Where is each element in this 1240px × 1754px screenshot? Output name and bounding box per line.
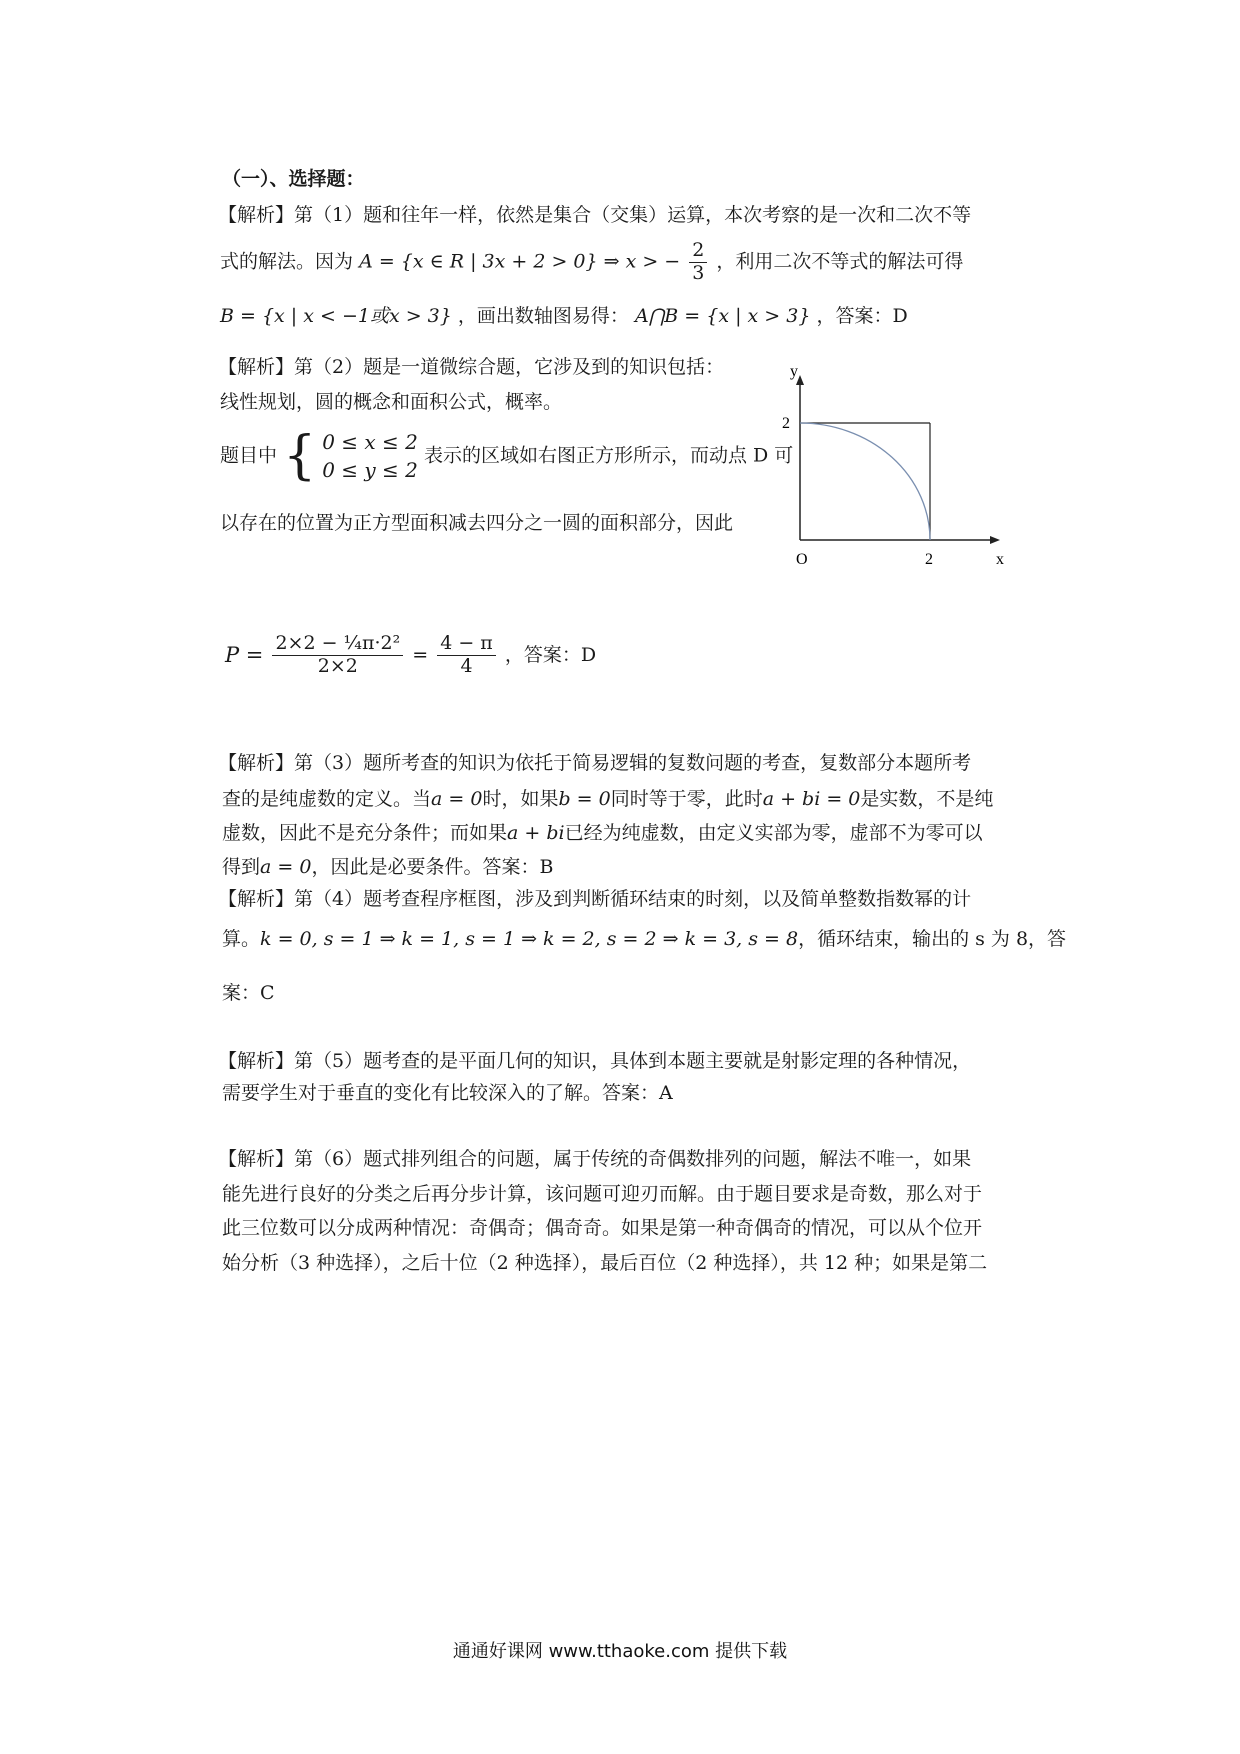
q2-system-row-1: 0 ≤ x ≤ 2 xyxy=(322,430,418,454)
q5-line-1: 【解析】第（5）题考查的是平面几何的知识，具体到本题主要就是射影定理的各种情况， xyxy=(218,1050,972,1072)
q3-line-2-d: 是实数，不是纯 xyxy=(860,788,994,810)
q2-system-row-2: 0 ≤ y ≤ 2 xyxy=(322,458,418,482)
q2-probability-formula xyxy=(225,633,596,678)
q1-line-2 xyxy=(220,240,963,285)
q1-fraction-num: 2 xyxy=(689,240,707,263)
q1-line-2-text: 式的解法。因为 xyxy=(220,250,354,273)
q1-fraction-den: 3 xyxy=(692,261,705,284)
y-tick-label: 2 xyxy=(782,415,790,432)
q3-math-complex-zero: a + bi = 0 xyxy=(762,788,861,810)
q4-loop-sequence: k = 0, s = 1 ⇒ k = 1, s = 1 ⇒ k = 2, s = 2 ⇒ k = 3, s = 8 xyxy=(260,928,799,950)
q2-line-2: 线性规划，圆的概念和面积公式，概率。 xyxy=(220,391,563,413)
formula-lhs: P = xyxy=(225,642,264,667)
q1-line-1: 【解析】第（1）题和往年一样，依然是集合（交集）运算，本次考察的是一次和二次不等 xyxy=(218,204,972,226)
q3-math-a-zero-2: a = 0 xyxy=(260,856,312,878)
formula-main-den: 2×2 xyxy=(317,654,358,677)
q1-answer: ，答案：D xyxy=(816,305,908,327)
q4-line-2 xyxy=(222,928,1066,951)
q3-line-3-a: 虚数，因此不是充分条件；而如果 xyxy=(222,822,508,844)
q6-line-4: 始分析（3 种选择），之后十位（2 种选择），最后百位（2 种选择），共 12 种；如果是第二 xyxy=(222,1252,988,1274)
x-axis-arrow xyxy=(990,536,1000,544)
q2-line-3-post: 表示的区域如右图正方形所示，而动点 D 可 xyxy=(423,444,794,467)
q1-set-b-formula: B = {x | x < −1或x > 3} xyxy=(220,305,452,327)
formula-equals: = xyxy=(412,643,429,666)
y-axis-label: y xyxy=(790,363,798,380)
quarter-circle-arc xyxy=(800,423,930,540)
q4-answer: 案：C xyxy=(222,982,275,1004)
q2-brace: { xyxy=(283,426,317,486)
q5-line-2: 需要学生对于垂直的变化有比较深入的了解。答案：A xyxy=(222,1082,673,1104)
q3-line-2-a: 查的是纯虚数的定义。当 xyxy=(222,788,432,810)
q3-line-1: 【解析】第（3）题所考查的知识为依托于简易逻辑的复数问题的考查，复数部分本题所考 xyxy=(218,752,972,774)
q2-line-1: 【解析】第（2）题是一道微综合题，它涉及到的知识包括： xyxy=(218,356,725,378)
q2-line-3 xyxy=(220,428,793,484)
q2-line-3-pre: 题目中 xyxy=(220,444,278,467)
x-tick-label: 2 xyxy=(925,551,933,568)
q6-line-1: 【解析】第（6）题式排列组合的问题，属于传统的奇偶数排列的问题，解法不唯一，如果 xyxy=(218,1148,972,1170)
q3-line-3-b: 已经为纯虚数，由定义实部为零，虚部不为零可以 xyxy=(564,822,983,844)
formula-main-fraction xyxy=(272,633,403,678)
q1-line-2-post: ，利用二次不等式的解法可得 xyxy=(716,250,964,273)
q3-line-4 xyxy=(222,856,553,879)
q3-line-2-b: 时，如果 xyxy=(482,788,559,810)
q1-intersection-formula: A⋂B = {x | x > 3} xyxy=(634,305,811,327)
q6-line-3: 此三位数可以分成两种情况：奇偶奇；偶奇奇。如果是第一种奇偶奇的情况，可以从个位开 xyxy=(222,1217,983,1239)
formula-result-den: 4 xyxy=(460,654,473,677)
q6-line-2: 能先进行良好的分类之后再分步计算，该问题可迎刃而解。由于题目要求是奇数，那么对于 xyxy=(222,1183,983,1205)
q1-line-3-mid: ，画出数轴图易得： xyxy=(457,305,629,327)
q3-math-b-zero: b = 0 xyxy=(558,788,611,810)
q1-set-a-formula: A = {x ∈ R | 3x + 2 > 0} ⇒ x > − xyxy=(359,250,681,273)
q4-line-2-a: 算。 xyxy=(222,928,261,950)
q4-line-2-b: ，循环结束，输出的 s 为 8，答 xyxy=(798,928,1067,950)
q4-line-1: 【解析】第（4）题考查程序框图，涉及到判断循环结束的时刻，以及简单整数指数幂的计 xyxy=(218,888,972,910)
region-diagram xyxy=(760,360,1010,580)
formula-result-num: 4 − π xyxy=(437,633,496,656)
origin-label: O xyxy=(796,551,808,568)
q1-fraction xyxy=(689,240,707,285)
q3-line-3 xyxy=(222,822,983,845)
q3-line-4-a: 得到 xyxy=(222,856,261,878)
q3-math-a-zero: a = 0 xyxy=(431,788,483,810)
q2-line-4: 以存在的位置为正方型面积减去四分之一圆的面积部分，因此 xyxy=(220,512,734,534)
q3-line-2-c: 同时等于零，此时 xyxy=(610,788,763,810)
page-footer: 通通好课网 www.tthaoke.com 提供下载 xyxy=(452,1641,788,1662)
q2-inequality-system xyxy=(283,428,418,484)
x-axis-label: x xyxy=(996,551,1004,568)
formula-result-fraction xyxy=(437,633,496,678)
section-heading: （一）、选择题： xyxy=(222,168,365,190)
q3-answer: ，因此是必要条件。答案：B xyxy=(311,856,554,878)
q3-line-2 xyxy=(222,788,993,811)
formula-main-num: 2×2 − ¼π·2² xyxy=(272,633,403,656)
q2-answer: ，答案：D xyxy=(504,643,597,666)
q1-line-3 xyxy=(220,305,908,328)
q3-math-complex: a + bi xyxy=(507,822,565,844)
